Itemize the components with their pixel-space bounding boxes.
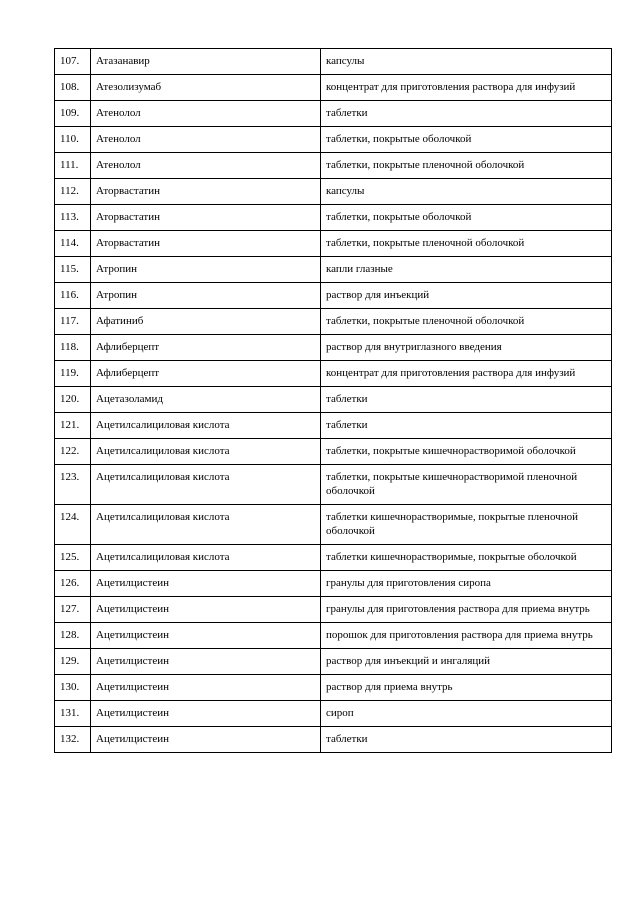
row-number-cell: 112. bbox=[55, 179, 91, 205]
drug-name-cell: Ацетилцистеин bbox=[91, 597, 321, 623]
dosage-form-cell: таблетки, покрытые пленочной оболочкой bbox=[321, 309, 612, 335]
dosage-form-cell: таблетки, покрытые оболочкой bbox=[321, 127, 612, 153]
table-row bbox=[55, 361, 612, 387]
row-number-cell: 114. bbox=[55, 231, 91, 257]
drug-name-cell: Ацетазоламид bbox=[91, 387, 321, 413]
row-number-cell: 128. bbox=[55, 623, 91, 649]
table-row bbox=[55, 413, 612, 439]
dosage-form-cell: таблетки, покрытые пленочной оболочкой bbox=[321, 153, 612, 179]
row-number-cell: 122. bbox=[55, 439, 91, 465]
table-row bbox=[55, 49, 612, 75]
dosage-form-cell: таблетки кишечнорастворимые, покрытые пленочной оболочкой bbox=[321, 505, 612, 545]
table-row bbox=[55, 75, 612, 101]
table-row bbox=[55, 101, 612, 127]
drug-name-cell: Ацетилсалициловая кислота bbox=[91, 439, 321, 465]
dosage-form-cell: раствор для инъекций bbox=[321, 283, 612, 309]
dosage-form-cell: гранулы для приготовления сиропа bbox=[321, 571, 612, 597]
table-row bbox=[55, 545, 612, 571]
drug-name-cell: Ацетилцистеин bbox=[91, 727, 321, 753]
drug-name-cell: Ацетилцистеин bbox=[91, 675, 321, 701]
row-number-cell: 110. bbox=[55, 127, 91, 153]
table-row bbox=[55, 309, 612, 335]
drug-name-cell: Атропин bbox=[91, 257, 321, 283]
table-row bbox=[55, 127, 612, 153]
dosage-form-cell: порошок для приготовления раствора для приема внутрь bbox=[321, 623, 612, 649]
row-number-cell: 113. bbox=[55, 205, 91, 231]
row-number-cell: 120. bbox=[55, 387, 91, 413]
row-number-cell: 121. bbox=[55, 413, 91, 439]
dosage-form-cell: таблетки bbox=[321, 413, 612, 439]
dosage-form-cell: таблетки, покрытые кишечнорастворимой оболочкой bbox=[321, 439, 612, 465]
dosage-form-cell: таблетки, покрытые пленочной оболочкой bbox=[321, 231, 612, 257]
row-number-cell: 132. bbox=[55, 727, 91, 753]
dosage-form-cell: капсулы bbox=[321, 49, 612, 75]
row-number-cell: 107. bbox=[55, 49, 91, 75]
drug-name-cell: Ацетилцистеин bbox=[91, 649, 321, 675]
dosage-form-cell: раствор для приема внутрь bbox=[321, 675, 612, 701]
row-number-cell: 130. bbox=[55, 675, 91, 701]
drug-name-cell: Ацетилсалициловая кислота bbox=[91, 413, 321, 439]
drug-name-cell: Ацетилцистеин bbox=[91, 701, 321, 727]
drug-name-cell: Атазанавир bbox=[91, 49, 321, 75]
drug-name-cell: Ацетилсалициловая кислота bbox=[91, 545, 321, 571]
dosage-form-cell: таблетки bbox=[321, 101, 612, 127]
drug-name-cell: Афатиниб bbox=[91, 309, 321, 335]
table-row bbox=[55, 231, 612, 257]
drug-name-cell: Атезолизумаб bbox=[91, 75, 321, 101]
row-number-cell: 111. bbox=[55, 153, 91, 179]
table-row bbox=[55, 387, 612, 413]
drug-name-cell: Аторвастатин bbox=[91, 205, 321, 231]
dosage-form-cell: капсулы bbox=[321, 179, 612, 205]
table-row bbox=[55, 439, 612, 465]
table-row bbox=[55, 283, 612, 309]
dosage-form-cell: таблетки, покрытые кишечнорастворимой пленочной оболочкой bbox=[321, 465, 612, 505]
drug-name-cell: Афлиберцепт bbox=[91, 361, 321, 387]
table-row bbox=[55, 597, 612, 623]
dosage-form-cell: таблетки bbox=[321, 727, 612, 753]
row-number-cell: 123. bbox=[55, 465, 91, 505]
dosage-form-cell: раствор для внутриглазного введения bbox=[321, 335, 612, 361]
row-number-cell: 125. bbox=[55, 545, 91, 571]
row-number-cell: 124. bbox=[55, 505, 91, 545]
dosage-form-cell: раствор для инъекций и ингаляций bbox=[321, 649, 612, 675]
row-number-cell: 117. bbox=[55, 309, 91, 335]
table-row bbox=[55, 335, 612, 361]
row-number-cell: 118. bbox=[55, 335, 91, 361]
dosage-form-cell: капли глазные bbox=[321, 257, 612, 283]
row-number-cell: 131. bbox=[55, 701, 91, 727]
row-number-cell: 126. bbox=[55, 571, 91, 597]
table-row bbox=[55, 649, 612, 675]
table-row bbox=[55, 179, 612, 205]
table-row bbox=[55, 257, 612, 283]
table-row bbox=[55, 465, 612, 505]
drug-name-cell: Ацетилсалициловая кислота bbox=[91, 505, 321, 545]
dosage-form-cell: концентрат для приготовления раствора для инфузий bbox=[321, 361, 612, 387]
table-row bbox=[55, 675, 612, 701]
drug-name-cell: Ацетилцистеин bbox=[91, 623, 321, 649]
drug-name-cell: Аторвастатин bbox=[91, 179, 321, 205]
drug-name-cell: Атенолол bbox=[91, 101, 321, 127]
row-number-cell: 127. bbox=[55, 597, 91, 623]
row-number-cell: 129. bbox=[55, 649, 91, 675]
drug-name-cell: Атенолол bbox=[91, 127, 321, 153]
row-number-cell: 116. bbox=[55, 283, 91, 309]
dosage-form-cell: таблетки кишечнорастворимые, покрытые оболочкой bbox=[321, 545, 612, 571]
drug-name-cell: Ацетилсалициловая кислота bbox=[91, 465, 321, 505]
dosage-form-cell: таблетки bbox=[321, 387, 612, 413]
table-row bbox=[55, 153, 612, 179]
drug-list-body bbox=[55, 49, 612, 753]
dosage-form-cell: сироп bbox=[321, 701, 612, 727]
drug-name-cell: Афлиберцепт bbox=[91, 335, 321, 361]
table-row bbox=[55, 701, 612, 727]
table-row bbox=[55, 205, 612, 231]
table-row bbox=[55, 505, 612, 545]
row-number-cell: 119. bbox=[55, 361, 91, 387]
drug-list-table bbox=[54, 48, 612, 753]
drug-name-cell: Атенолол bbox=[91, 153, 321, 179]
table-row bbox=[55, 623, 612, 649]
drug-name-cell: Атропин bbox=[91, 283, 321, 309]
table-row bbox=[55, 727, 612, 753]
row-number-cell: 108. bbox=[55, 75, 91, 101]
row-number-cell: 115. bbox=[55, 257, 91, 283]
dosage-form-cell: концентрат для приготовления раствора для инфузий bbox=[321, 75, 612, 101]
drug-name-cell: Аторвастатин bbox=[91, 231, 321, 257]
table-row bbox=[55, 571, 612, 597]
dosage-form-cell: гранулы для приготовления раствора для приема внутрь bbox=[321, 597, 612, 623]
dosage-form-cell: таблетки, покрытые оболочкой bbox=[321, 205, 612, 231]
row-number-cell: 109. bbox=[55, 101, 91, 127]
drug-name-cell: Ацетилцистеин bbox=[91, 571, 321, 597]
